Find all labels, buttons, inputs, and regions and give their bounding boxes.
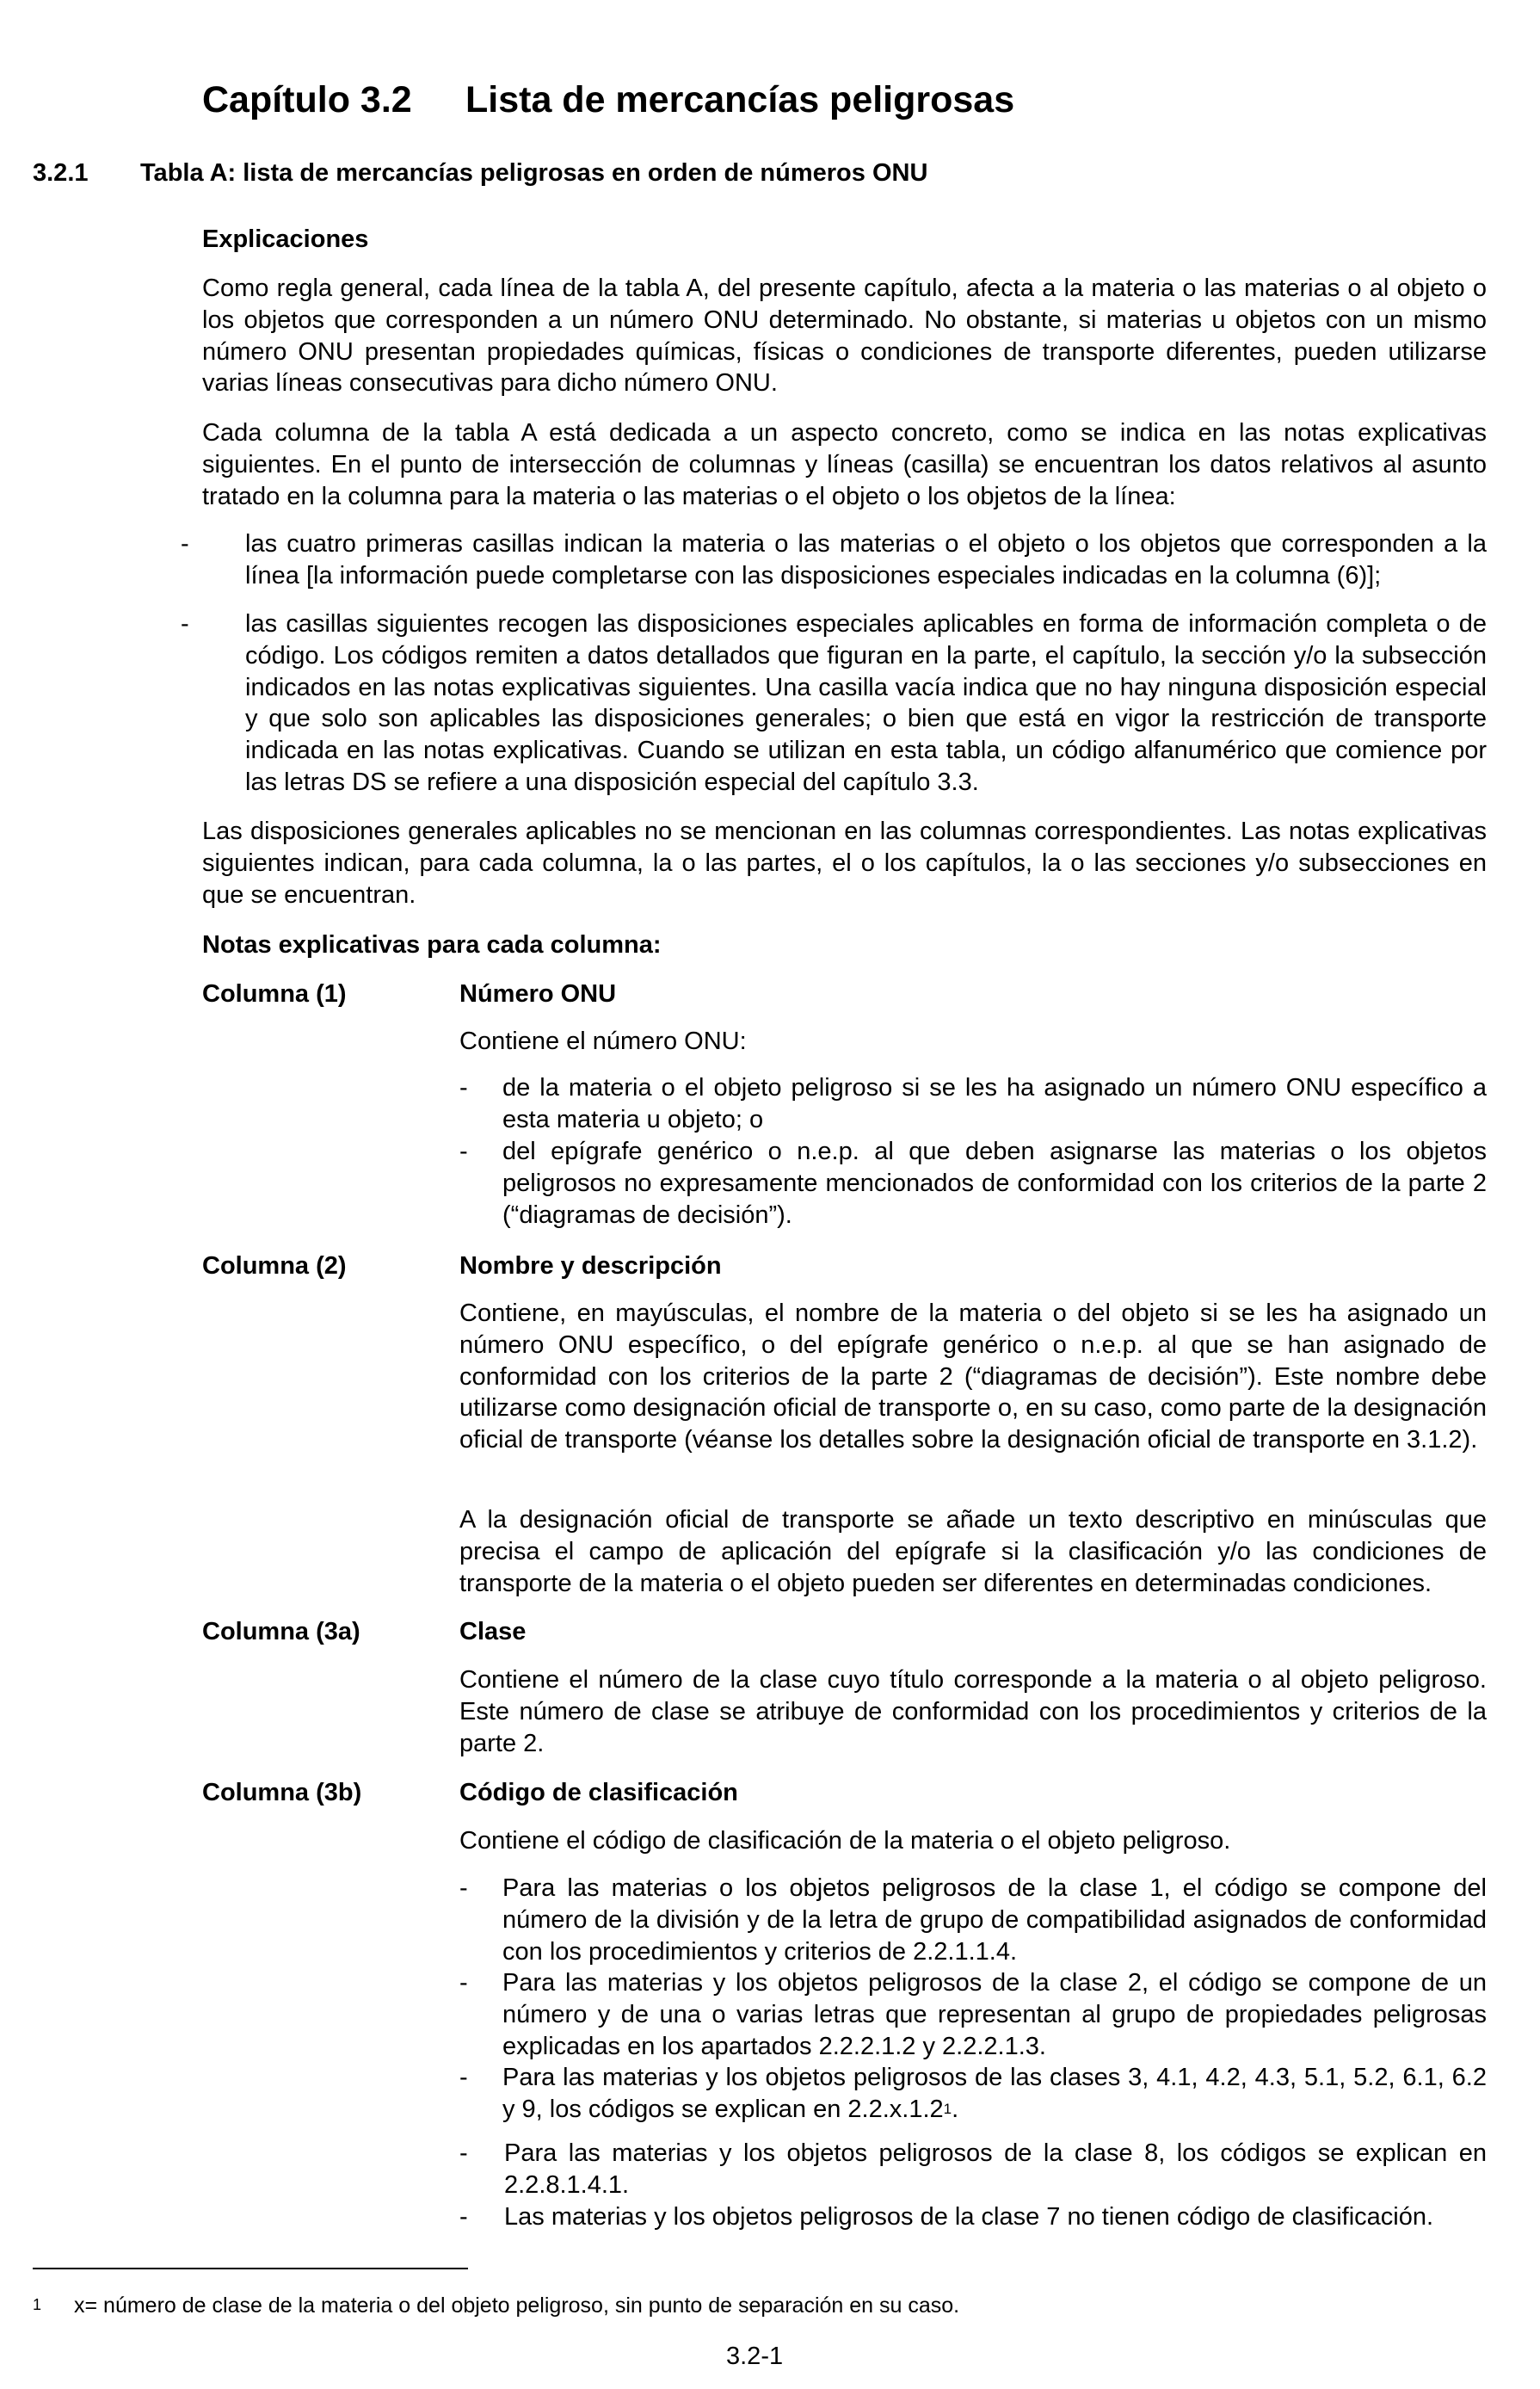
bullet-dash: - (459, 2139, 468, 2167)
explicaciones-paragraph-2: Cada columna de la tabla A está dedicada a un aspecto concreto, como se indica en las notas explicativas siguientes. En el punto de intersección de columnas y líneas (casilla) se encuentran los datos relativos al asunto tratado en la columna para la materia o las materias o el objeto o los objetos de la línea: (202, 419, 1487, 510)
bullet-dash: - (459, 1874, 468, 1902)
column-3b-title: Código de clasificación (459, 1779, 738, 1806)
column-1-label: Columna (1) (202, 980, 347, 1008)
list-item (181, 608, 1487, 806)
column-2-paragraph-2: A la designación oficial de transporte se añade un texto descriptivo en minúsculas que precisa el campo de aplicación del epígrafe si la clasificación y/o las condiciones de transporte de la materia o el objeto pueden ser diferentes en determinadas condiciones. (459, 1506, 1487, 1597)
footnote-number: 1 (33, 2296, 42, 2313)
bullet-dash: - (459, 2203, 468, 2231)
list-item-text: las casillas siguientes recogen las disposiciones especiales aplicables en forma de información completa o de código. Los códigos remiten a datos detallados que figuran en la parte, el capítulo, la sección y/o la subsección indicados en las notas explicativas siguientes. Una casilla vacía indica que no hay ninguna disposición especial y que solo son aplicables las disposiciones generales; o bien que está en vigor la restricción de transporte indicada en las notas explicativas. Cuando se utilizan en esta tabla, un código alfanumérico que comience por las letras DS se refiere a una disposición especial del capítulo 3.3. (245, 610, 1487, 796)
bullet-dash: - (181, 530, 189, 558)
list-item (459, 2201, 1487, 2265)
list-item-text-end: . (952, 2095, 959, 2123)
list-item (459, 1136, 1487, 1231)
list-item-text: Para las materias y los objetos peligrosos de la clase 2, el código se compone de un número y de una o varias letras que representan al grupo de propiedades peligrosas explicadas en los apartados 2.2.2.1.2 y 2.2.2.1.3. (502, 1969, 1487, 2060)
list-item-text: las cuatro primeras casillas indican la materia o las materias o el objeto o los objetos que corresponden a la línea [la información puede completarse con las disposiciones especiales indicadas en la columna (6)]; (245, 530, 1487, 590)
footnote-text: x= número de clase de la materia o del objeto peligroso, sin punto de separación en su caso. (74, 2293, 960, 2318)
list-item (459, 2062, 1487, 2131)
list-item (459, 2138, 1487, 2201)
column-3b-label: Columna (3b) (202, 1779, 362, 1806)
list-item-text: Las materias y los objetos peligrosos de la clase 7 no tienen código de clasificación. (504, 2203, 1434, 2231)
explicaciones-paragraph-1: Como regla general, cada línea de la tabla A, del presente capítulo, afecta a la materia o las materias o al objeto o los objetos que corresponden a un número ONU determinado. No obstante, si materias u objetos con un mismo número ONU presentan propiedades químicas, físicas o condiciones de transporte diferentes, pueden utilizarse varias líneas consecutivas para dicho número ONU. (202, 275, 1487, 398)
explicaciones-paragraph-3: Las disposiciones generales aplicables no se mencionan en las columnas correspondientes. Las notas explicativas siguientes indican, para cada columna, la o las partes, el o los capítulos, la o las secciones y/o subsecciones en que se encuentran. (202, 818, 1487, 909)
page-number: 3.2-1 (726, 2343, 784, 2370)
column-2-label: Columna (2) (202, 1252, 347, 1280)
column-3a-title: Clase (459, 1618, 527, 1645)
column-3a-label: Columna (3a) (202, 1618, 360, 1645)
list-item-text (502, 2062, 1487, 2126)
list-item (459, 1967, 1487, 2062)
footnote-reference: 1 (943, 2100, 952, 2117)
bullet-dash: - (459, 1969, 468, 1997)
explicaciones-heading: Explicaciones (202, 225, 369, 253)
footnote-separator (33, 2268, 468, 2269)
column-2-paragraph-1: Contiene, en mayúsculas, el nombre de la materia o del objeto si se les ha asignado un número ONU específico, o del epígrafe genérico o n.e.p. al que se han asignado de conformidad con los criterios de la parte 2 (“diagramas de decisión”). Este nombre debe utilizarse como designación oficial de transporte o, en su caso, como parte de la designación oficial de transporte (véanse los detalles sobre la designación oficial de transporte en 3.1.2). (459, 1299, 1487, 1454)
list-item-text-body: Para las materias y los objetos peligrosos de las clases 3, 4.1, 4.2, 4.3, 5.1, 5.2, 6.1, 6.2 y 9, los códigos se explican en 2.2.x.1.2 (502, 2064, 1487, 2123)
list-item-text: Para las materias y los objetos peligrosos de la clase 8, los códigos se explican en 2.2.8.1.4.1. (504, 2139, 1487, 2199)
list-item-text: del epígrafe genérico o n.e.p. al que deben asignarse las materias o los objetos peligrosos no expresamente mencionados de conformidad con los criterios de la parte 2 (“diagramas de decisión”). (502, 1138, 1487, 1229)
bullet-dash: - (459, 1074, 468, 1102)
section-number: 3.2.1 (33, 159, 89, 187)
bullet-dash: - (181, 610, 189, 638)
bullet-dash: - (459, 1138, 468, 1165)
chapter-title: Lista de mercancías peligrosas (465, 79, 1015, 120)
column-1-intro: Contiene el número ONU: (459, 1028, 747, 1055)
list-item (181, 528, 1487, 597)
notas-heading: Notas explicativas para cada columna: (202, 931, 662, 959)
list-item (459, 1873, 1487, 1967)
column-2-title: Nombre y descripción (459, 1252, 722, 1280)
list-item-text: de la materia o el objeto peligroso si se les ha asignado un número ONU específico a esta materia u objeto; o (502, 1074, 1487, 1133)
bullet-dash: - (459, 2064, 468, 2091)
section-title: Tabla A: lista de mercancías peligrosas en orden de números ONU (140, 159, 928, 187)
list-item (459, 1072, 1487, 1136)
list-item-text: Para las materias o los objetos peligrosos de la clase 1, el código se compone del número de la división y de la letra de grupo de compatibilidad asignados de conformidad con los procedimientos y criterios de 2.2.1.1.4. (502, 1874, 1487, 1966)
column-1-title: Número ONU (459, 980, 617, 1008)
column-3b-intro: Contiene el código de clasificación de la materia o el objeto peligroso. (459, 1827, 1231, 1855)
column-3a-paragraph: Contiene el número de la clase cuyo título corresponde a la materia o al objeto peligroso. Este número de clase se atribuye de conformidad con los procedimientos y criterios de la parte 2. (459, 1666, 1487, 1757)
chapter-number: Capítulo 3.2 (202, 79, 412, 120)
